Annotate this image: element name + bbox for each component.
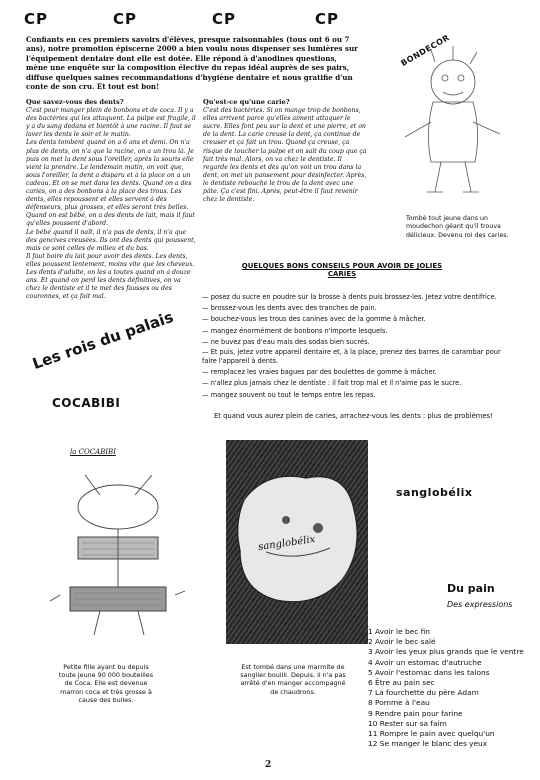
sanglobelix-art-text: sanglobélix <box>257 534 317 553</box>
expression-item: 11 Rompre le pain avec quelqu'un <box>368 729 495 739</box>
advice-item: — remplacez les vraies bagues par des boulettes de gomme à mâcher. <box>202 368 437 377</box>
col-left-paragraph: C'est pour manger plein de bonbons et de coca. Il y a des bactéries qui les attaquent. La pulpe est fragile, il y a du sang dedans et bientôt à une racine. Il faut se laver les dents le soir et le matin. <box>26 107 196 139</box>
advice-item: — bouchez-vous les trous des canines avec de la gomme à mâcher. <box>202 315 426 324</box>
expression-item: 5 Avoir l'estomac dans les talons <box>368 667 490 677</box>
question-dents: Que savez-vous des dents? <box>26 98 124 106</box>
expression-item: 3 Avoir les yeux plus grands que le ventre <box>368 647 524 657</box>
expression-item: 4 Avoir un estomac d'autruche <box>368 657 482 667</box>
expression-item: 6 Être au pain sec <box>368 678 435 688</box>
advice-list <box>202 292 512 401</box>
advice-item: — brossez-vous les dents avec des tranches de pain. <box>202 304 377 313</box>
col-left-paragraph: Il faut boire du lait pour avoir des dents. Les dents, elles poussent lentement, moins vite que les cheveux. Les dents d'adulte, on les a toutes quand on a douze ans. Et quand on perd les dents définitives, on va chez le dentiste et il te met des fausses ou des couronnes, et ça fait mal. <box>26 252 195 301</box>
expression-item: 7 La fourchette du père Adam <box>368 688 479 698</box>
cp-mark-3: CP <box>212 10 237 28</box>
advice-closing: Et quand vous aurez plein de caries, arrachez-vous les dents : plus de problèmes! <box>214 412 493 420</box>
advice-item: — Et puis, jetez votre appareil dentaire et, à la place, prenez des barres de carambar pour faire l'appareil à dents. <box>202 348 501 365</box>
cocabibi-title: COCABIBI <box>52 396 121 410</box>
advice-item: — ne buvez pas d'eau mais des sodas bien sucrés. <box>202 337 370 346</box>
advice-item: — n'allez plus jamais chez le dentiste : il fait trop mal et il n'aime pas le sucre. <box>202 379 462 388</box>
pain-subtitle: Des expressions <box>447 600 513 609</box>
question-carie: Qu'est-ce qu'une carie? <box>203 98 290 106</box>
expression-item: 2 Avoir le bec salé <box>368 637 436 647</box>
column-left <box>26 98 196 301</box>
advice-item: — mangez énormément de bonbons n'importe lesquels. <box>202 326 388 335</box>
rois-title: Les rois du palais <box>30 307 176 373</box>
bondecor-drawing <box>375 42 525 212</box>
col-left-paragraph: Les dents tombent quand on a 6 ans et demi. On n'a plus de dents, on n'a que la racine, on a un trou là. Je puis on met la dent sous l'oreiller, après la souris elle vient la prendre. Le lendemain matin, on voit que, sous l'oreiller, la dent a disparu et à la place on a un cadeau. Et on se met dans les dents. Quand on a des caries, on a des bonbons à la place des trous. Les dents, elles repoussent et elles servent à des défenseurs, plus grosses, et elles seront très belles. Quand on est bébé, on a des dents de lait, mais il faut qu'elles poussent d'abord. <box>26 139 195 228</box>
advice-item: — posez du sucre en poudre sur la brosse à dents puis brossez-les. Jetez votre dentifrice. <box>202 293 497 301</box>
pain-expressions-list <box>368 627 538 749</box>
expression-item: 1 Avoir le bec fin <box>368 627 430 636</box>
cocabibi-caption: Petite fille ayant bu depuis toute jeune 90 000 bouteilles de Coca. Elle est devenue marron coca et très grosse à cause des bulles. <box>58 663 154 704</box>
cp-mark-1: CP <box>24 10 49 28</box>
intro-paragraph: Confiants en ces premiers savoirs d'élèves, presque raisonnables (tous ont 6 ou 7 ans), notre promotion épiscerne 2000 a bien voulu nous dispenser ses lumières sur l'équipement dentaire dont elle est dotée. Elle répond à d'anodines questions, mène une enquête sur la composition élective du repas idéal auprès de ses pairs, diffuse quelques saines recommandations d'hygiène dentaire et nous gratifie d'un conte de son cru. Et tout est bon! <box>26 35 358 92</box>
expression-item: 9 Rendre pain pour farine <box>368 708 463 718</box>
expression-item: 12 Se manger le blanc des yeux <box>368 739 488 749</box>
column-right <box>203 98 368 204</box>
page-number: 2 <box>265 760 272 770</box>
cocabibi-drawing <box>30 445 200 655</box>
advice-item: — mangez souvent ou tout le temps entre les repas. <box>202 390 376 399</box>
cp-mark-4: CP <box>315 10 340 28</box>
sanglobelix-title: sanglobélix <box>396 486 473 499</box>
bondecor-caption: Tombé tout jeune dans un moudechon géant qu'il trouva délicieux. Devenu roi des caries. <box>406 215 509 239</box>
advice-title: QUELQUES BONS CONSEILS POUR AVOIR DE JOLIES CARIES <box>241 262 443 278</box>
sanglobelix-caption: Est tombé dans une marmite de sanglier bouilli. Depuis, il n'a pas arrêté d'en manger accompagné de chaudrons. <box>240 663 346 696</box>
cocabibi-sketch-label: la COCABIBI <box>70 448 116 456</box>
expression-item: 8 Pomme à l'eau <box>368 698 430 708</box>
col-left-paragraph: Le bébé quand il naît, il n'a pas de dents, il n'a que des gencives creusées. Ils ont des dents qui poussent, mais ce sont celles de milieu et du bas. <box>26 228 196 252</box>
bondecor-title: BONDECOR <box>399 32 452 69</box>
cp-mark-2: CP <box>113 10 138 28</box>
col-right-paragraph: C'est des bactéries. Si on mange trop de bonbons, elles arrivent parce qu'elles aiment attaquer le sucre. Elles font peu sur la dent et une pierre, et on de la dent. La carie creuse la dent, ça continue de creuser et ça fait un trou. Quand ça creuse, ça risque de toucher la pulpe et on sait du coup que ça fait très mal. Alors, on va chez le dentiste. Il regarde les dents et des qu'on voit un trou dans la dent, on met un pansement pour désinfecter. Après, le dentiste rebouche le trou de la dent avec une pâte. Ça c'est fini. Après, peut-être il faut revenir chez le dentiste. <box>203 107 367 204</box>
expression-item: 10 Rester sur sa faim <box>368 718 447 728</box>
pain-title: Du pain <box>447 582 495 595</box>
